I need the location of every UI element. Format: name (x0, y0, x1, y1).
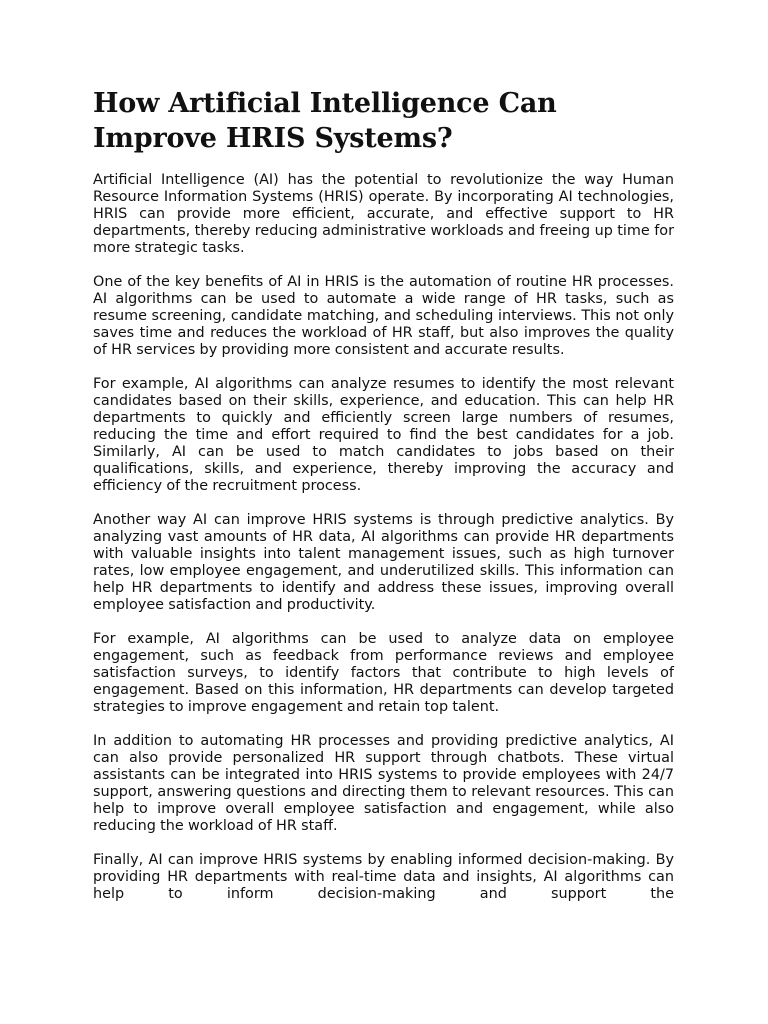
paragraph-automation: One of the key benefits of AI in HRIS is the automation of routine HR processes. AI algorithms can be used to automate a wide range of HR tasks, such as resume screening, candidate matching, and scheduling interviews. This not only saves time and reduces the workload of HR staff, but also improves the quality of HR services by providing more consistent and accurate results. (93, 274, 674, 358)
document-title: How Artificial Intelligence Can Improve HRIS Systems? (93, 88, 557, 154)
paragraph-intro: Artificial Intelligence (AI) has the potential to revolutionize the way Human Resource Information Systems (HRIS) operate. By incorporating AI technologies, HRIS can provide more efficient, accurate, and effective support to HR departments, thereby reducing administrative workloads and freeing up time for more strategic tasks. (93, 172, 674, 256)
paragraph-predictive-analytics: Another way AI can improve HRIS systems is through predictive analytics. By analyzing vast amounts of HR data, AI algorithms can provide HR departments with valuable insights into talent management issues, such as high turnover rates, low employee engagement, and underutilized skills. This information can help HR departments to identify and address these issues, improving overall employee satisfaction and productivity. (93, 512, 674, 613)
paragraph-resume-example: For example, AI algorithms can analyze resumes to identify the most relevant candidates based on their skills, experience, and education. This can help HR departments to quickly and efficiently screen large numbers of resumes, reducing the time and effort required to find the best candidates for a job. Similarly, AI can be used to match candidates to jobs based on their qualifications, skills, and experience, thereby improving the accuracy and efficiency of the recruitment process. (93, 376, 674, 494)
document-page (93, 86, 674, 920)
paragraph-engagement-example: For example, AI algorithms can be used to analyze data on employee engagement, such as feedback from performance reviews and employee satisfaction surveys, to identify factors that contribute to high levels of engagement. Based on this information, HR departments can develop targeted strategies to improve engagement and retain top talent. (93, 631, 674, 715)
paragraph-chatbots: In addition to automating HR processes and providing predictive analytics, AI can also provide personalized HR support through chatbots. These virtual assistants can be integrated into HRIS systems to provide employees with 24/7 support, answering questions and directing them to relevant resources. This can help to improve overall employee satisfaction and engagement, while also reducing the workload of HR staff. (93, 733, 674, 834)
paragraph-decision-making: Finally, AI can improve HRIS systems by enabling informed decision-making. By providing HR departments with real-time data and insights, AI algorithms can help to inform decision-making and support the (93, 852, 674, 902)
